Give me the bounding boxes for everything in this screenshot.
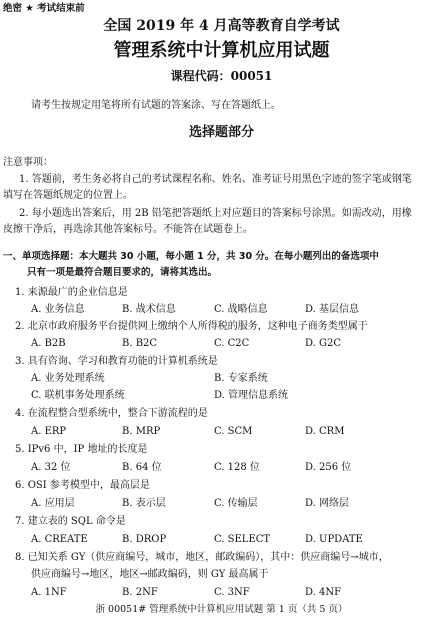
question-6-option-d: D. 网络层 — [305, 498, 350, 509]
question-4-option-a: A. ERP — [31, 426, 67, 437]
question-5-stem: 5. IPv6 中，IP 地址的长度是 — [15, 444, 148, 455]
question-3-option-a: A. 业务处理系统 — [31, 373, 105, 384]
confidential-mark: 绝密 ★ 考试结束前 — [3, 3, 85, 14]
question-3-option-b: B. 专家系统 — [214, 373, 268, 384]
question-8-option-a: A. 1NF — [31, 587, 67, 598]
question-8-option-d: D. 4NF — [305, 587, 342, 598]
question-7-option-c: C. SELECT — [214, 534, 271, 545]
question-1-stem: 1. 来源最广的企业信息是 — [15, 287, 128, 298]
answer-instruction: 请考生按规定用笔将所有试题的答案涂、写在答题纸上。 — [31, 100, 281, 111]
exam-title: 全国 2019 年 4 月高等教育自学考试 — [103, 18, 340, 34]
question-6-option-a: A. 应用层 — [31, 498, 75, 509]
question-6-option-c: C. 传输层 — [214, 498, 258, 509]
question-5-option-c: C. 128 位 — [214, 462, 260, 473]
section-1-heading-line-1: 一、单项选择题：本大题共 30 小题，每小题 1 分，共 30 分。在每小题列出的备选项中 — [3, 251, 379, 262]
notes-title: 注意事项： — [3, 157, 53, 168]
question-1-option-a: A. 业务信息 — [31, 304, 85, 315]
note-2-line-2: 皮擦干净后，再选涂其他答案标号。不能答在试题卷上。 — [3, 224, 253, 235]
note-1-line-1: 1. 答题前，考生务必将自己的考试课程名称、姓名、准考证号用黑色字迹的签字笔或钢笔 — [19, 174, 412, 185]
page-footer: 浙 00051# 管理系统中计算机应用试题 第 1 页（共 5 页） — [95, 604, 348, 615]
question-8-option-c: C. 3NF — [214, 587, 250, 598]
question-6-option-b: B. 表示层 — [122, 498, 166, 509]
question-5-option-d: D. 256 位 — [305, 462, 352, 473]
question-1-option-b: B. 战术信息 — [122, 304, 176, 315]
question-3-option-d: D. 管理信息系统 — [214, 390, 289, 401]
section-title: 选择题部分 — [188, 125, 254, 140]
question-2-stem: 2. 北京市政府服务平台提供网上缴纳个人所得税的服务，这种电子商务类型属于 — [15, 321, 368, 332]
question-7-option-b: B. DROP — [122, 534, 167, 545]
question-1-option-c: C. 战略信息 — [214, 304, 268, 315]
question-2-option-c: C. C2C — [214, 338, 250, 349]
question-2-option-b: B. B2C — [122, 338, 158, 349]
question-7-option-a: A. CREATE — [31, 534, 88, 545]
section-1-heading-line-2: 只有一项是最符合题目要求的，请将其选出。 — [27, 267, 218, 278]
question-2-option-a: A. B2B — [31, 338, 66, 349]
question-7-option-d: D. UPDATE — [305, 534, 363, 545]
question-4-option-c: C. SCM — [214, 426, 253, 437]
note-1-line-2: 填写在答题纸规定的位置上。 — [3, 190, 133, 201]
question-4-option-b: B. MRP — [122, 426, 161, 437]
question-5-option-a: A. 32 位 — [31, 462, 71, 473]
question-1-option-d: D. 基层信息 — [305, 304, 360, 315]
question-3-stem: 3. 具有咨询、学习和教育功能的计算机系统是 — [15, 356, 218, 367]
question-5-option-b: B. 64 位 — [122, 462, 162, 473]
question-8-option-b: B. 2NF — [122, 587, 158, 598]
question-3-option-c: C. 联机事务处理系统 — [31, 390, 125, 401]
question-8-stem-line-2: 供应商编号→地区，地区→邮政编码，则 GY 最高属于 — [31, 569, 269, 580]
question-8-stem-line-1: 8. 已知关系 GY（供应商编号，城市，地区，邮政编码），其中：供应商编号→城市， — [15, 552, 389, 563]
question-7-stem: 7. 建立表的 SQL 命令是 — [15, 516, 126, 527]
note-2-line-1: 2. 每小题选出答案后，用 2B 铅笔把答题纸上对应题目的答案标号涂黑。如需改动，用橡 — [19, 208, 412, 219]
question-2-option-d: D. G2C — [305, 338, 342, 349]
question-4-option-d: D. CRM — [305, 426, 345, 437]
course-code: 课程代码：00051 — [170, 69, 273, 83]
question-4-stem: 4. 在流程整合型系统中，整合下游流程的是 — [15, 408, 208, 419]
question-6-stem: 6. OSI 参考模型中，最高层是 — [15, 480, 150, 491]
paper-title: 管理系统中计算机应用试题 — [113, 40, 330, 61]
